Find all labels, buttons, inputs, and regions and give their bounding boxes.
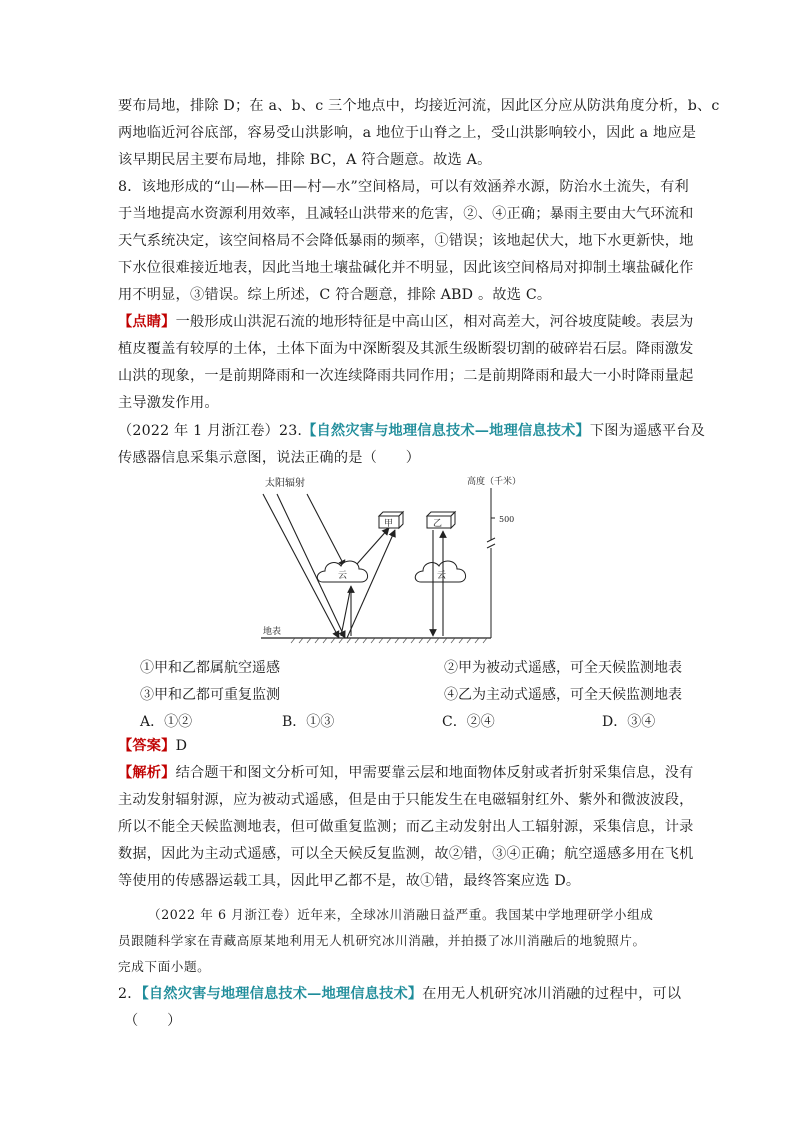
question-source: （2022 年 1 月浙江卷）23. — [118, 423, 303, 439]
reflect-ray — [341, 586, 351, 636]
statement-1: ①甲和乙都属航空遥感 — [140, 660, 280, 676]
question-23-stem — [118, 422, 705, 440]
tip-line — [118, 313, 694, 331]
cloud-2 — [415, 561, 465, 582]
answer-blank: （ ） — [124, 1013, 182, 1029]
paragraph-line: 数据，因此为主动式遥感，可以全天候反复监测，故②错，③④正确；航空遥感多用在飞机 — [118, 846, 694, 862]
statement-4: ④乙为主动式遥感，可全天候监测地表 — [444, 687, 682, 703]
topic-tag: 【自然灾害与地理信息技术—地理信息技术】 — [302, 423, 590, 439]
paragraph-line: 等使用的传感器运载工具，因此甲乙都不是，故①错，最终答案应选 D。 — [118, 873, 581, 889]
paragraph-line: 于当地提高水资源利用效率，且减轻山洪带来的危害，②、④正确；暴雨主要由大气环流和 — [118, 206, 694, 222]
solar-ray — [307, 494, 345, 567]
answer-line — [118, 737, 187, 755]
paragraph-line: 主动发射辐射源，应为被动式遥感，但是由于只能发生在电磁辐射红外、紫外和微波波段， — [118, 792, 694, 808]
reflect-ray — [347, 530, 395, 638]
tip-text: 一般形成山洪泥石流的地形特征是中高山区，相对高差大，河谷坡度陡峻。表层为 — [175, 314, 694, 330]
option-d: D．③④ — [602, 714, 656, 730]
answer-tag: 【答案】 — [118, 738, 176, 754]
sensor-jia-label: 甲 — [384, 519, 394, 529]
sensor-yi — [427, 512, 455, 529]
analysis-line — [118, 764, 694, 782]
paragraph-line: 两地临近河谷底部，容易受山洪影响，a 地位于山脊之上，受山洪影响较小，因此 a 地应是 — [118, 125, 697, 141]
cloud-1 — [317, 561, 367, 582]
tip-tag: 【点睛】 — [118, 314, 176, 330]
cloud-label: 云 — [338, 571, 348, 581]
solar-radiation-label: 太阳辐射 — [265, 478, 305, 489]
statement-2: ②甲为被动式遥感，可全天候监测地表 — [444, 660, 682, 676]
question-text: 下图为遥感平台及 — [589, 423, 706, 439]
paragraph-line: 山洪的现象，一是前期降雨和一次连续降雨共同作用；二是前期降雨和最大一小时降雨量起 — [118, 368, 694, 384]
paragraph-line: 该早期民居主要布局地，排除 BC，A 符合题意。故选 A。 — [118, 152, 492, 168]
paragraph-line: 下水位很难接近地表，因此当地土壤盐碱化并不明显，因此该空间格局对抑制土壤盐碱化作 — [118, 260, 694, 276]
axis-break — [487, 544, 495, 548]
ground-label: 地表 — [263, 627, 282, 637]
ground-hatch — [291, 638, 487, 643]
analysis-text: 结合题干和图文分析可知，甲需要靠云层和地面物体反射或者折射采集信息，没有 — [175, 765, 694, 781]
sensor-jia — [379, 512, 403, 529]
option-c: C．②④ — [442, 714, 495, 730]
question-text: 在用无人机研究冰川消融的过程中，可以 — [422, 986, 682, 1002]
material-line: 员跟随科学家在青藏高原某地利用无人机研究冰川消融，并拍摄了冰川消融后的地貌照片。 — [118, 933, 646, 948]
paragraph-line: 天气系统决定，该空间格局不会降低暴雨的频率，①错误；该地起伏大，地下水更新快，地 — [118, 233, 694, 249]
paragraph-line: 8．该地形成的“山—林—田—村—水”空间格局，可以有效涵养水源，防治水土流失，有利 — [118, 179, 689, 195]
paragraph-line: 要布局地，排除 D；在 a、b、c 三个地点中，均接近河流，因此区分应从防洪角度分析，b、c — [118, 98, 720, 114]
statement-3: ③甲和乙都可重复监测 — [140, 687, 280, 703]
remote-sensing-diagram — [255, 472, 522, 644]
paragraph-line: 植皮覆盖有较厚的土体，土体下面为中深断裂及其派生级断裂切割的破碎岩石层。降雨激发 — [118, 341, 694, 357]
question-number: 2． — [118, 986, 142, 1002]
option-b: B．①③ — [282, 714, 335, 730]
paragraph-line: 主导激发作用。 — [118, 395, 219, 411]
paragraph-line: 所以不能全天候监测地表，但可做重复监测；而乙主动发射出人工辐射源，采集信息，计录 — [118, 819, 694, 835]
paragraph-line: 用不明显，③错误。综上所述，C 符合题意，排除 ABD 。故选 C。 — [118, 287, 552, 303]
answer-value: D — [175, 738, 188, 754]
option-a: A．①② — [140, 714, 193, 730]
question-text-line: 传感器信息采集示意图，说法正确的是（ ） — [118, 450, 421, 466]
height-axis-label: 高度（千米） — [467, 477, 522, 487]
material-line: 完成下面小题。 — [118, 959, 211, 974]
cloud-label: 云 — [437, 571, 447, 581]
question-2-stem — [118, 985, 681, 1003]
analysis-tag: 【解析】 — [118, 765, 176, 781]
reflect-ray — [357, 528, 389, 564]
topic-tag: 【自然灾害与地理信息技术—地理信息技术】 — [141, 986, 423, 1002]
tick-label: 500 — [499, 515, 515, 524]
sensor-yi-label: 乙 — [433, 519, 443, 529]
material-line: （2022 年 6 月浙江卷）近年来，全球冰川消融日益严重。我国某中学地理研学小组成 — [148, 907, 654, 922]
